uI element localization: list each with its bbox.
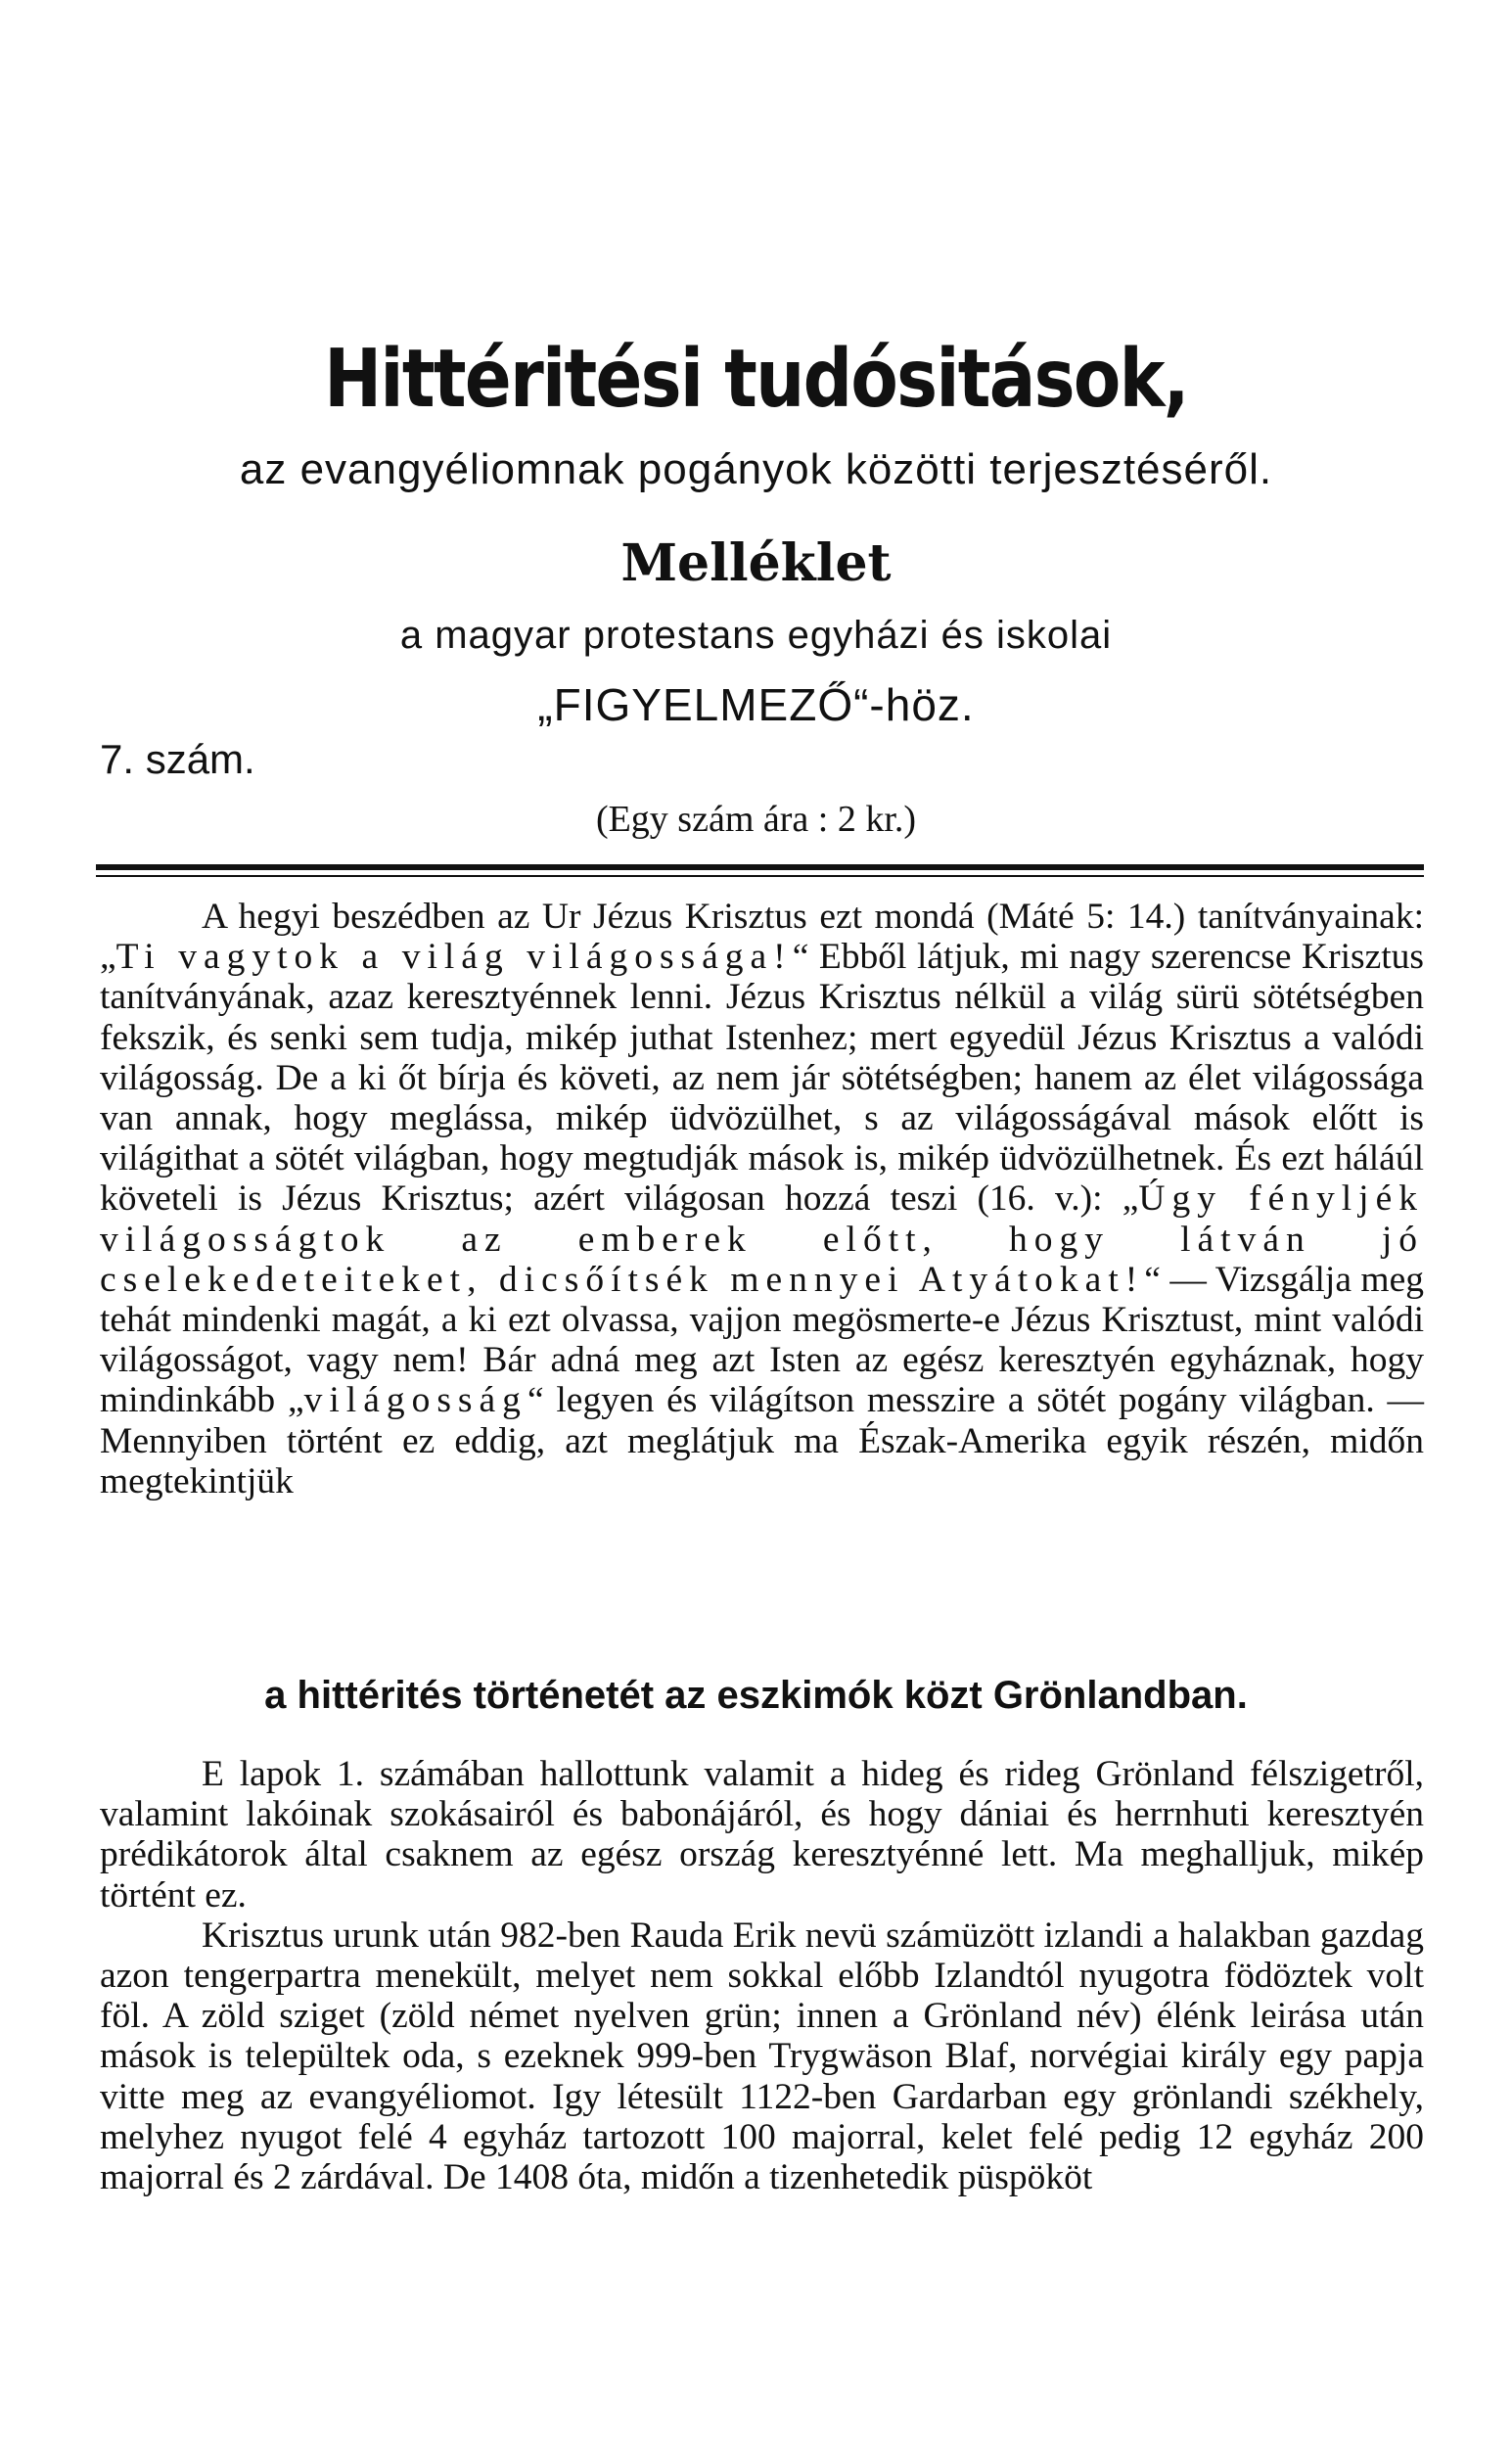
spaced-quote: Úgy fényljék világosságtok az emberek előtt, hogy látván jó cselekedeteiteket, dicsőítsék mennyei Atyátokat! bbox=[100, 1178, 1424, 1300]
spaced-quote: Ti vagytok a világ világossága! bbox=[115, 937, 793, 978]
page-subtitle: az evangyéliomnak pogányok közötti terjesztéséről. bbox=[239, 445, 1273, 493]
periodical-name: „FIGYELMEZŐ“-höz. bbox=[537, 679, 975, 730]
article-paragraph-2: Krisztus urunk után 982-ben Rauda Erik nevü számüzött izlandi a halakban gazdag azon tengerpartra menekült, melyet nem sokkal előbb Izlandtól nyugotra födöztek volt föl. A zöld sziget (zöld német nyelven grün; innen a Grönland név) élénk leirása után mások is települtek oda, s ezeknek 999-ben Trygwäson Blaf, norvégiai király egy papja vitte meg az evangyéliomot. Igy létesült 1122-ben Gardarban egy grönlandi székhely, melyhez nyugot felé 4 egyház tartozott 100 majorral, kelet felé pedig 12 egyház 200 majorral és 2 zárdával. De 1408 óta, midőn a tizenhetedik püspököt bbox=[100, 1915, 1424, 2198]
issue-number: 7. szám. bbox=[100, 736, 255, 782]
intro-block bbox=[100, 897, 1424, 1501]
article-block bbox=[100, 1754, 1424, 2197]
price-line: (Egy szám ára : 2 kr.) bbox=[595, 799, 917, 840]
supplement-heading: Melléklet bbox=[620, 533, 892, 593]
header-divider-thick bbox=[96, 864, 1424, 870]
publisher-line: a magyar protestans egyházi és iskolai bbox=[399, 614, 1113, 657]
header-divider-thin bbox=[96, 875, 1424, 877]
article-paragraph-1: E lapok 1. számában hallottunk valamit a hideg és rideg Grönland félszigetről, valamint lakóinak szokásairól és babonájáról, és hogy dániai és herrnhuti keresztyén prédikátorok által csaknem az egész ország keresztyénné lett. Ma meghalljuk, mikép történt ez. bbox=[100, 1754, 1424, 1916]
spaced-quote: világosság bbox=[303, 1380, 527, 1421]
intro-paragraph: A hegyi beszédben az Ur Jézus Krisztus ezt mondá (Máté 5: 14.) tanítványainak: „Ti vagytok a világ világossága!“ Ebből látjuk, mi nagy szerencse Krisztus tanítványának, azaz keresztyénnek lenni. Jézus Krisztus nélkül a világ sürü sötétségben fekszik, és senki sem tudja, mikép juthat Istenhez; mert egyedül Jézus Krisztus a valódi világosság. De a ki őt bírja és követi, az nem jár sötétségben; hanem az élet világossága van annak, hogy meglássa, mikép üdvözülhet, s az világosságával mások előtt is világithat a sötét világban, hogy megtudják mások is, mikép üdvözülhetnek. És ezt háláúl követeli is Jézus Krisztus; azért világosan hozzá teszi (16. v.): „Úgy fényljék világosságtok az emberek előtt, hogy látván jó cselekedeteiteket, dicsőítsék mennyei Atyátokat!“ — Vizsgálja meg tehát mindenki magát, a ki ezt olvassa, vajjon megösmerte-e Jézus Krisztust, mint valódi világosságot, vagy nem! Bár adná meg azt Isten az egész keresztyén egyháznak, hogy mindinkább „világosság“ legyen és világítson messzire a sötét pogány világban. — Mennyiben történt ez eddig, azt meglátjuk ma Észak-Amerika egyik részén, midőn megtekintjük bbox=[100, 897, 1425, 1501]
page-title: Hittéritési tudósitások, bbox=[324, 333, 1188, 426]
section-title: a hittérités történetét az eszkimók közt Grönlandban. bbox=[264, 1674, 1248, 1717]
